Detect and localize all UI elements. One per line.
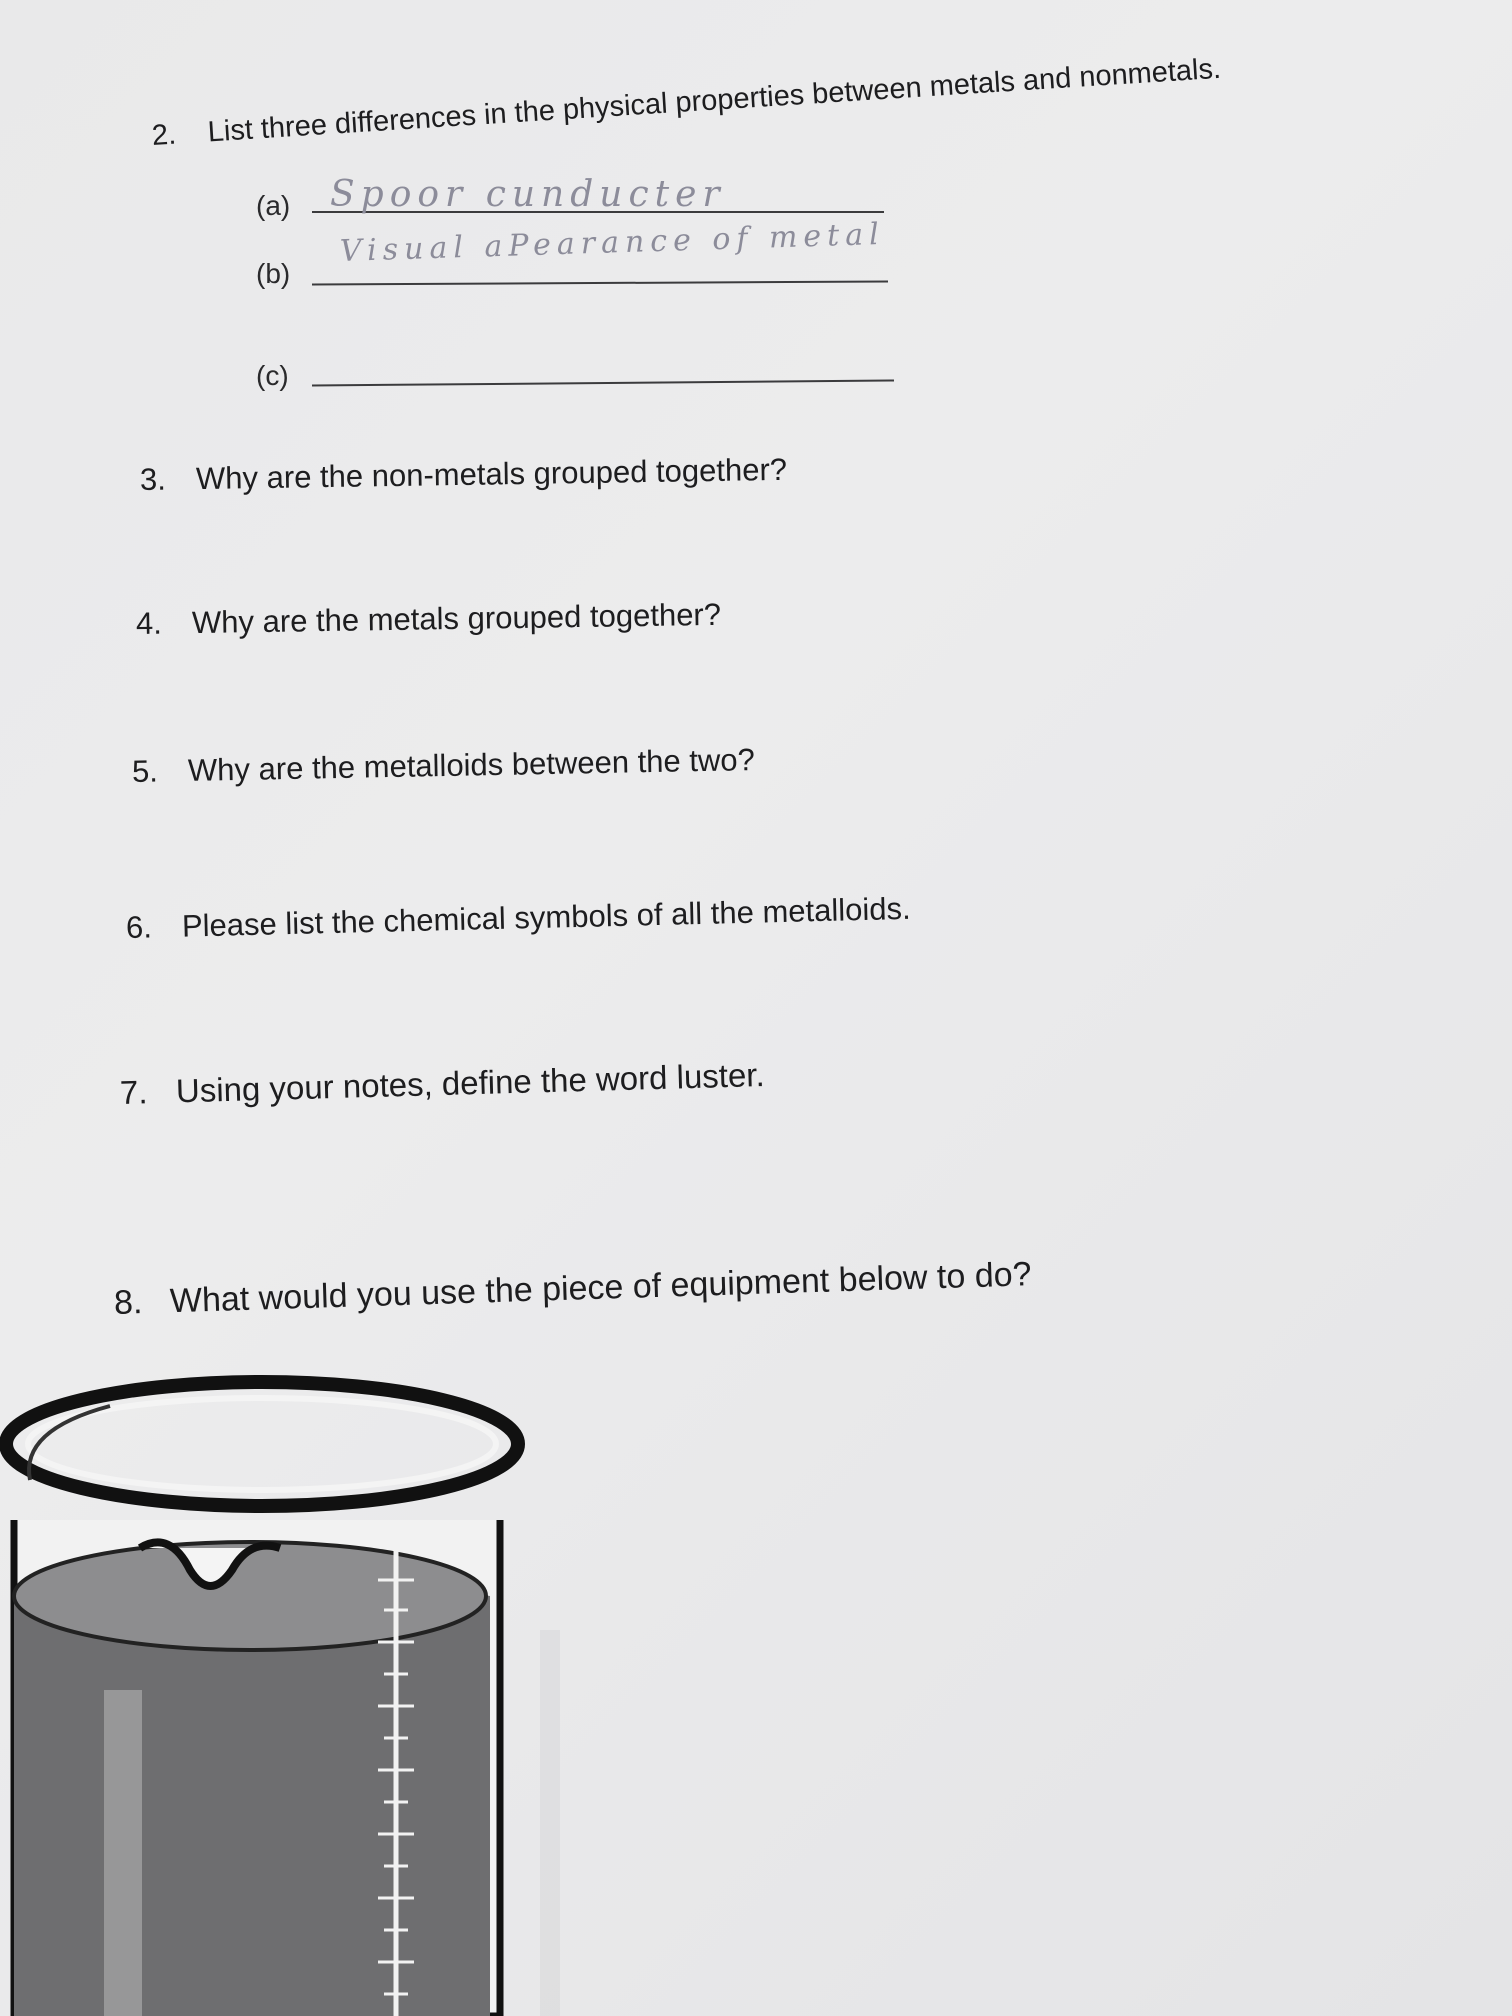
question-2 — [151, 53, 1222, 153]
question-number: 5. — [131, 753, 159, 789]
answer-line-c — [312, 379, 894, 386]
question-8 — [113, 1255, 1032, 1323]
answer-label-b: (b) — [256, 258, 291, 289]
question-text: List three differences in the physical properties between metals and nonmetals. — [206, 52, 1222, 149]
question-text: What would you use the piece of equipment below to do? — [169, 1255, 1033, 1321]
question-5 — [132, 742, 755, 790]
question-number: 6. — [125, 909, 153, 945]
answer-label-a: (a) — [256, 190, 291, 221]
question-3 — [140, 452, 788, 498]
question-number: 4. — [135, 605, 163, 641]
beaker-icon — [0, 1370, 560, 2016]
handwritten-answer-a: Spoor cunducter — [330, 174, 726, 215]
question-number: 8. — [113, 1283, 143, 1322]
question-text: Using your notes, define the word luster. — [175, 1056, 766, 1110]
answer-line-b — [312, 280, 888, 285]
question-4 — [136, 597, 722, 642]
question-text: Why are the non-metals grouped together? — [195, 451, 788, 497]
answer-label-c: (c) — [256, 360, 289, 391]
question-text: Why are the metals grouped together? — [191, 596, 722, 641]
question-text: Please list the chemical symbols of all the metalloids. — [181, 890, 912, 944]
question-6 — [126, 891, 911, 946]
question-7 — [119, 1056, 765, 1112]
question-text: Why are the metalloids between the two? — [187, 742, 756, 788]
question-number: 7. — [119, 1073, 149, 1111]
question-number: 2. — [150, 118, 178, 152]
question-number: 3. — [139, 461, 167, 497]
handwritten-answer-b: Visual aPearance of metal — [339, 216, 886, 269]
